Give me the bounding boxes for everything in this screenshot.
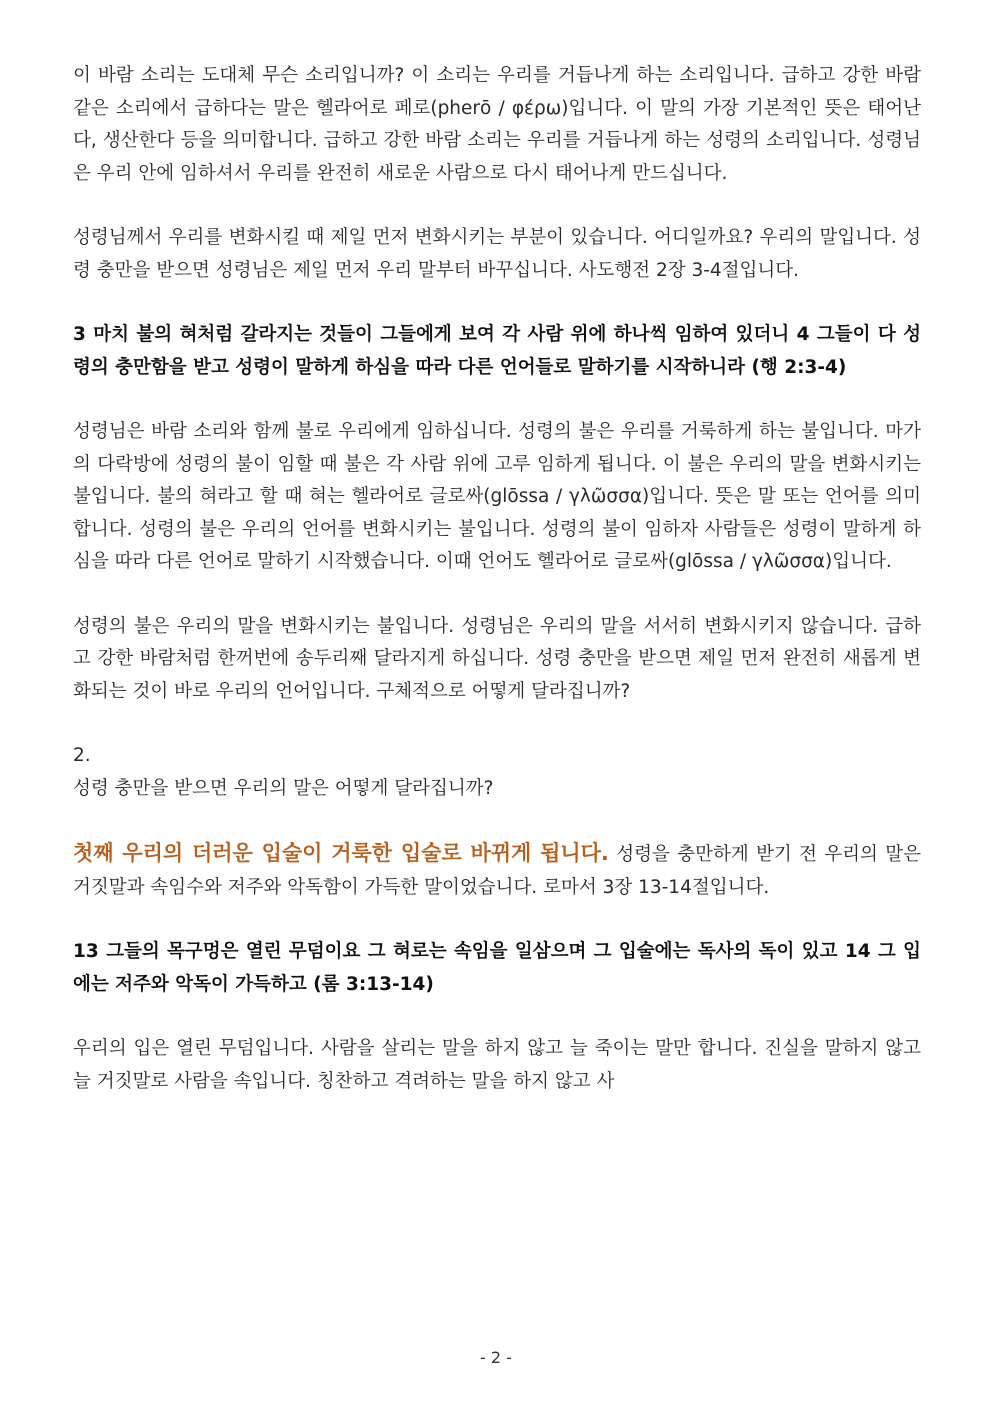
paragraph-open-grave: 우리의 입은 열린 무덤입니다. 사람을 살리는 말을 하지 않고 늘 죽이는 말만 합니다. 진실을 말하지 않고 늘 거짓말로 사람을 속입니다. 칭찬하고 격려하는 말을 하지 않고 사 [73, 1038, 921, 1092]
paragraph-wind-sound: 이 바람 소리는 도대체 무슨 소리입니까? 이 소리는 우리를 거듭나게 하는 소리입니다. 급하고 강한 바람 같은 소리에서 급하다는 말은 헬라어로 페로(pherō / φέρω)입니다. 이 말의 가장 기본적인 뜻은 태어난다, 생산한다 등을 의미합니다. 급하고 강한 바람 소리는 우리를 거듭나게 하는 성령의 소리입니다. 성령님은 우리 안에 임하셔서 우리를 완전히 새로운 사람으로 다시 태어나게 만드십니다. [73, 65, 921, 184]
document-body [73, 60, 921, 1130]
scripture-acts-2-3-4: 3 마치 불의 혀처럼 갈라지는 것들이 그들에게 보여 각 사람 위에 하나씩 임하여 있더니 4 그들이 다 성령의 충만함을 받고 성령이 말하게 하심을 따라 다른 언어들로 말하기를 시작하니라 (행 2:3-4) [73, 324, 921, 378]
point-heading: 첫째 우리의 더러운 입술이 거룩한 입술로 바뀌게 됩니다. [73, 841, 609, 865]
page-number: - 2 - [480, 1348, 512, 1367]
paragraph-change-speech: 성령님께서 우리를 변화시킬 때 제일 먼저 변화시키는 부분이 있습니다. 어디일까요? 우리의 말입니다. 성령 충만을 받으면 성령님은 제일 먼저 우리 말부터 바꾸십니다. 사도행전 2장 3-4절입니다. [73, 227, 921, 281]
paragraph-fire-changes-speech: 성령의 불은 우리의 말을 변화시키는 불입니다. 성령님은 우리의 말을 서서히 변화시키지 않습니다. 급하고 강한 바람처럼 한꺼번에 송두리째 달라지게 하십니다. 성령 충만을 받으면 제일 먼저 완전히 새롭게 변화되는 것이 바로 우리의 언어입니다. 구체적으로 어떻게 달라집니까? [73, 615, 921, 702]
paragraph-fire-tongue: 성령님은 바람 소리와 함께 불로 우리에게 임하십니다. 성령의 불은 우리를 거룩하게 하는 불입니다. 마가의 다락방에 성령의 불이 임할 때 불은 각 사람 위에 고루 임하게 됩니다. 이 불은 우리의 말을 변화시키는 불입니다. 불의 혀라고 할 때 혀는 헬라어로 글로싸(glōssa / γλῶσσα)입니다. 뜻은 말 또는 언어를 의미합니다. 성령의 불은 우리의 언어를 변화시키는 불입니다. 성령의 불이 임하자 사람들은 성령이 말하게 하심을 따라 다른 언어로 말하기 시작했습니다. 이때 언어도 헬라어로 글로싸(glōssa / γλῶσσα)입니다. [73, 421, 921, 572]
paragraph-first-point [73, 837, 921, 904]
scripture-romans-3-13-14: 13 그들의 목구멍은 열린 무덤이요 그 혀로는 속임을 일삼으며 그 입술에는 독사의 독이 있고 14 그 입에는 저주와 악독이 가득하고 (롬 3:13-14) [73, 941, 921, 995]
point-body: 성령을 충만하게 받기 전 우리의 말은 거짓말과 속임수와 저주와 악독함이 가득한 말이었습니다. 로마서 3장 13-14절입니다. [73, 844, 921, 898]
section-question: 성령 충만을 받으면 우리의 말은 어떻게 달라집니까? [73, 777, 494, 799]
section-number: 2. [73, 745, 91, 766]
